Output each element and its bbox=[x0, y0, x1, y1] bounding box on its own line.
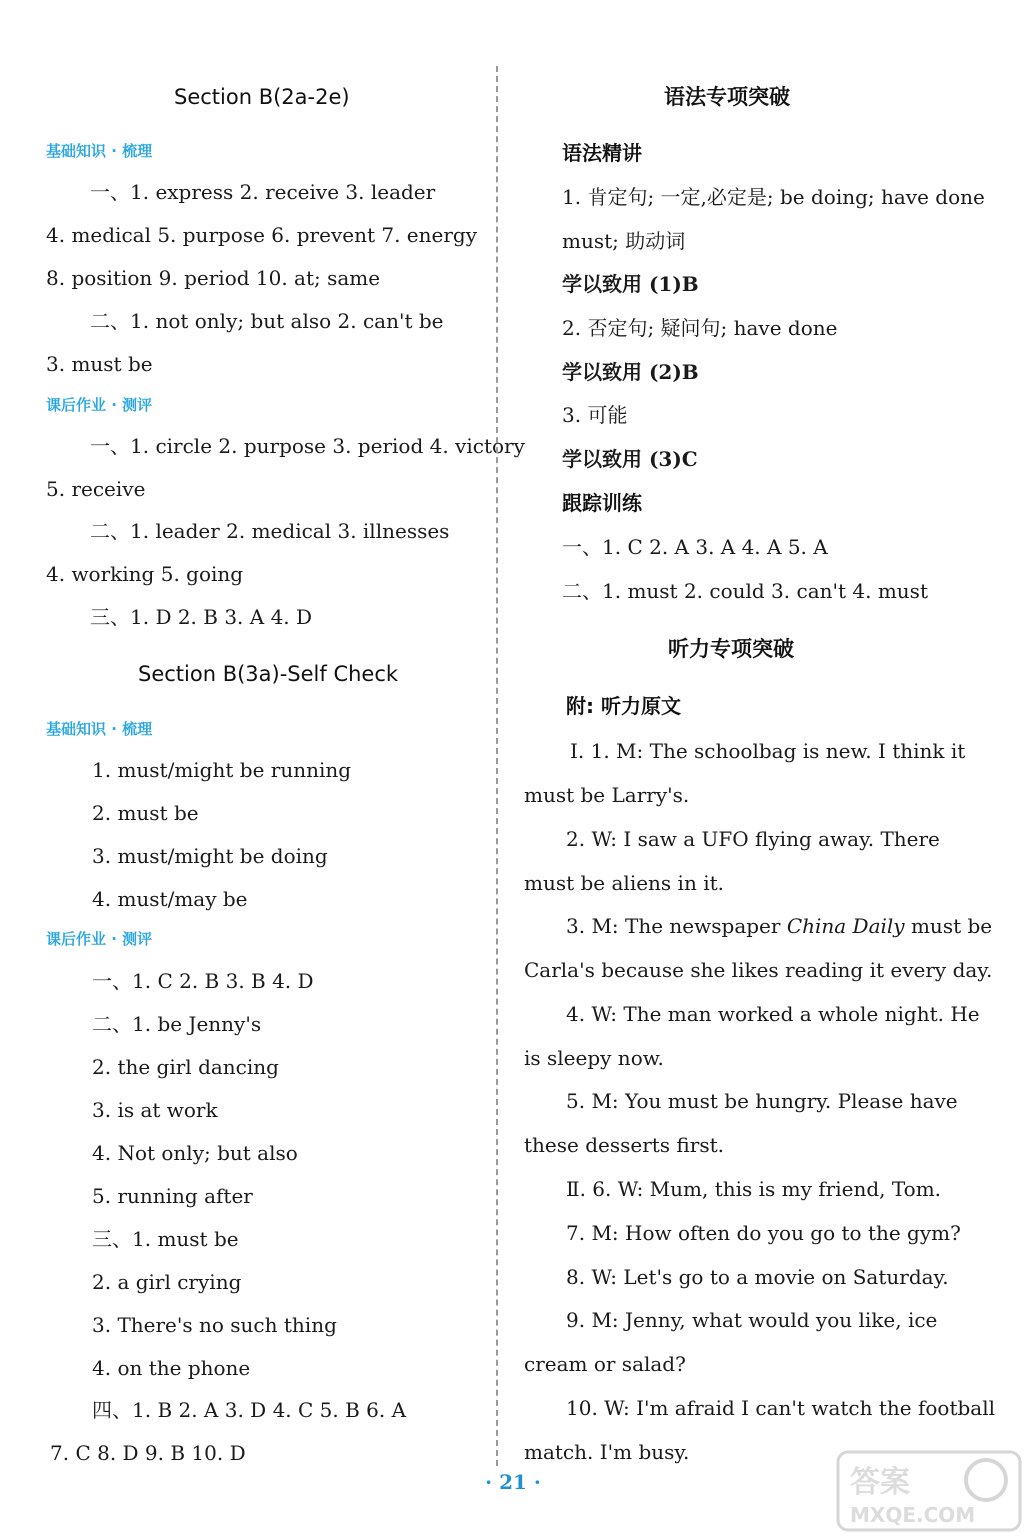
transcript-line: 9. M: Jenny, what would you like, ice bbox=[566, 1308, 938, 1332]
answer-line: 2. the girl dancing bbox=[92, 1055, 279, 1079]
listening-section-title: 听力专项突破 bbox=[668, 637, 794, 661]
answer-line: 一、1. C 2. B 3. B 4. D bbox=[92, 969, 314, 993]
transcript-line: 5. M: You must be hungry. Please have bbox=[566, 1089, 958, 1113]
tracking-practice-heading: 跟踪训练 bbox=[562, 491, 642, 515]
answer-line: 4. must/may be bbox=[92, 887, 248, 911]
answer-line: 3. There's no such thing bbox=[92, 1313, 337, 1337]
transcript-line bbox=[566, 914, 992, 938]
answer-line: 3. 可能 bbox=[562, 403, 628, 427]
transcript-line: these desserts first. bbox=[524, 1133, 724, 1157]
answer-line: 一、1. C 2. A 3. A 4. A 5. A bbox=[562, 535, 828, 559]
transcript-line: 10. W: I'm afraid I can't watch the football bbox=[566, 1396, 995, 1420]
grammar-explain-heading: 语法精讲 bbox=[562, 141, 642, 165]
grammar-section-title: 语法专项突破 bbox=[664, 85, 790, 109]
answer-line: 2. must be bbox=[92, 801, 199, 825]
answer-line: 四、1. B 2. A 3. D 4. C 5. B 6. A bbox=[92, 1398, 407, 1422]
answer-line: 三、1. must be bbox=[92, 1227, 239, 1251]
answer-line: 三、1. D 2. B 3. A 4. D bbox=[90, 605, 313, 629]
answer-line: 4. working 5. going bbox=[46, 562, 244, 586]
answer-line: 3. is at work bbox=[92, 1098, 218, 1122]
answer-line: 一、1. circle 2. purpose 3. period 4. victory bbox=[90, 434, 525, 458]
transcript-line: Ⅱ. 6. W: Mum, this is my friend, Tom. bbox=[566, 1177, 942, 1201]
answer-line: 7. C 8. D 9. B 10. D bbox=[50, 1441, 246, 1465]
transcript-line: is sleepy now. bbox=[524, 1046, 664, 1070]
tag-basic-knowledge: 基础知识 · 梳理 bbox=[46, 142, 153, 160]
transcript-text: must be bbox=[904, 914, 993, 938]
transcript-line: 4. W: The man worked a whole night. He bbox=[566, 1002, 980, 1026]
page-number: · 21 · bbox=[485, 1470, 541, 1494]
answer-line: 8. position 9. period 10. at; same bbox=[46, 266, 381, 290]
answer-line: 5. running after bbox=[92, 1184, 253, 1208]
answer-line: 3. must be bbox=[46, 352, 153, 376]
newspaper-name: China Daily bbox=[786, 914, 905, 938]
svg-text:答案: 答案 bbox=[850, 1465, 910, 1500]
transcript-line: must be Larry's. bbox=[524, 783, 690, 807]
tag-homework: 课后作业 · 测评 bbox=[46, 396, 153, 414]
answer-line: 4. medical 5. purpose 6. prevent 7. energy bbox=[46, 223, 478, 247]
answer-line: 2. a girl crying bbox=[92, 1270, 242, 1294]
answer-line: 二、1. not only; but also 2. can't be bbox=[90, 309, 444, 333]
answer-line: 4. Not only; but also bbox=[92, 1141, 298, 1165]
answer-line: 一、1. express 2. receive 3. leader bbox=[90, 180, 436, 204]
listening-transcript-heading: 附: 听力原文 bbox=[566, 694, 681, 718]
transcript-text: 3. M: The newspaper bbox=[566, 914, 787, 938]
apply-line: 学以致用 (3)C bbox=[562, 447, 698, 471]
transcript-line: must be aliens in it. bbox=[524, 871, 724, 895]
transcript-line: Carla's because she likes reading it every day. bbox=[524, 958, 993, 982]
answer-line: 二、1. leader 2. medical 3. illnesses bbox=[90, 519, 450, 543]
answer-line: 5. receive bbox=[46, 477, 146, 501]
answer-line: 1. must/might be running bbox=[92, 758, 352, 782]
transcript-line: 8. W: Let's go to a movie on Saturday. bbox=[566, 1265, 949, 1289]
transcript-line: Ⅰ. 1. M: The schoolbag is new. I think it bbox=[570, 739, 966, 763]
answer-line: 2. 否定句; 疑问句; have done bbox=[562, 316, 838, 340]
apply-line: 学以致用 (1)B bbox=[562, 272, 699, 296]
svg-text:MXQE.COM: MXQE.COM bbox=[850, 1503, 976, 1527]
answer-line: 4. on the phone bbox=[92, 1356, 251, 1380]
answer-line: 1. 肯定句; 一定,必定是; be doing; have done bbox=[562, 185, 985, 209]
watermark-logo bbox=[836, 1450, 1022, 1532]
answer-line: must; 助动词 bbox=[562, 229, 686, 253]
section-title-2a-2e: Section B(2a-2e) bbox=[174, 85, 350, 109]
answer-line: 3. must/might be doing bbox=[92, 844, 328, 868]
answer-line: 二、1. be Jenny's bbox=[92, 1012, 262, 1036]
transcript-line: match. I'm busy. bbox=[524, 1440, 690, 1464]
column-divider bbox=[496, 66, 498, 1466]
transcript-line: 2. W: I saw a UFO flying away. There bbox=[566, 827, 940, 851]
answer-line: 二、1. must 2. could 3. can't 4. must bbox=[562, 579, 928, 603]
transcript-line: 7. M: How often do you go to the gym? bbox=[566, 1221, 961, 1245]
section-title-3a-self-check: Section B(3a)-Self Check bbox=[138, 662, 399, 686]
tag-basic-knowledge: 基础知识 · 梳理 bbox=[46, 720, 153, 738]
apply-line: 学以致用 (2)B bbox=[562, 360, 699, 384]
tag-homework: 课后作业 · 测评 bbox=[46, 930, 153, 948]
transcript-line: cream or salad? bbox=[524, 1352, 686, 1376]
